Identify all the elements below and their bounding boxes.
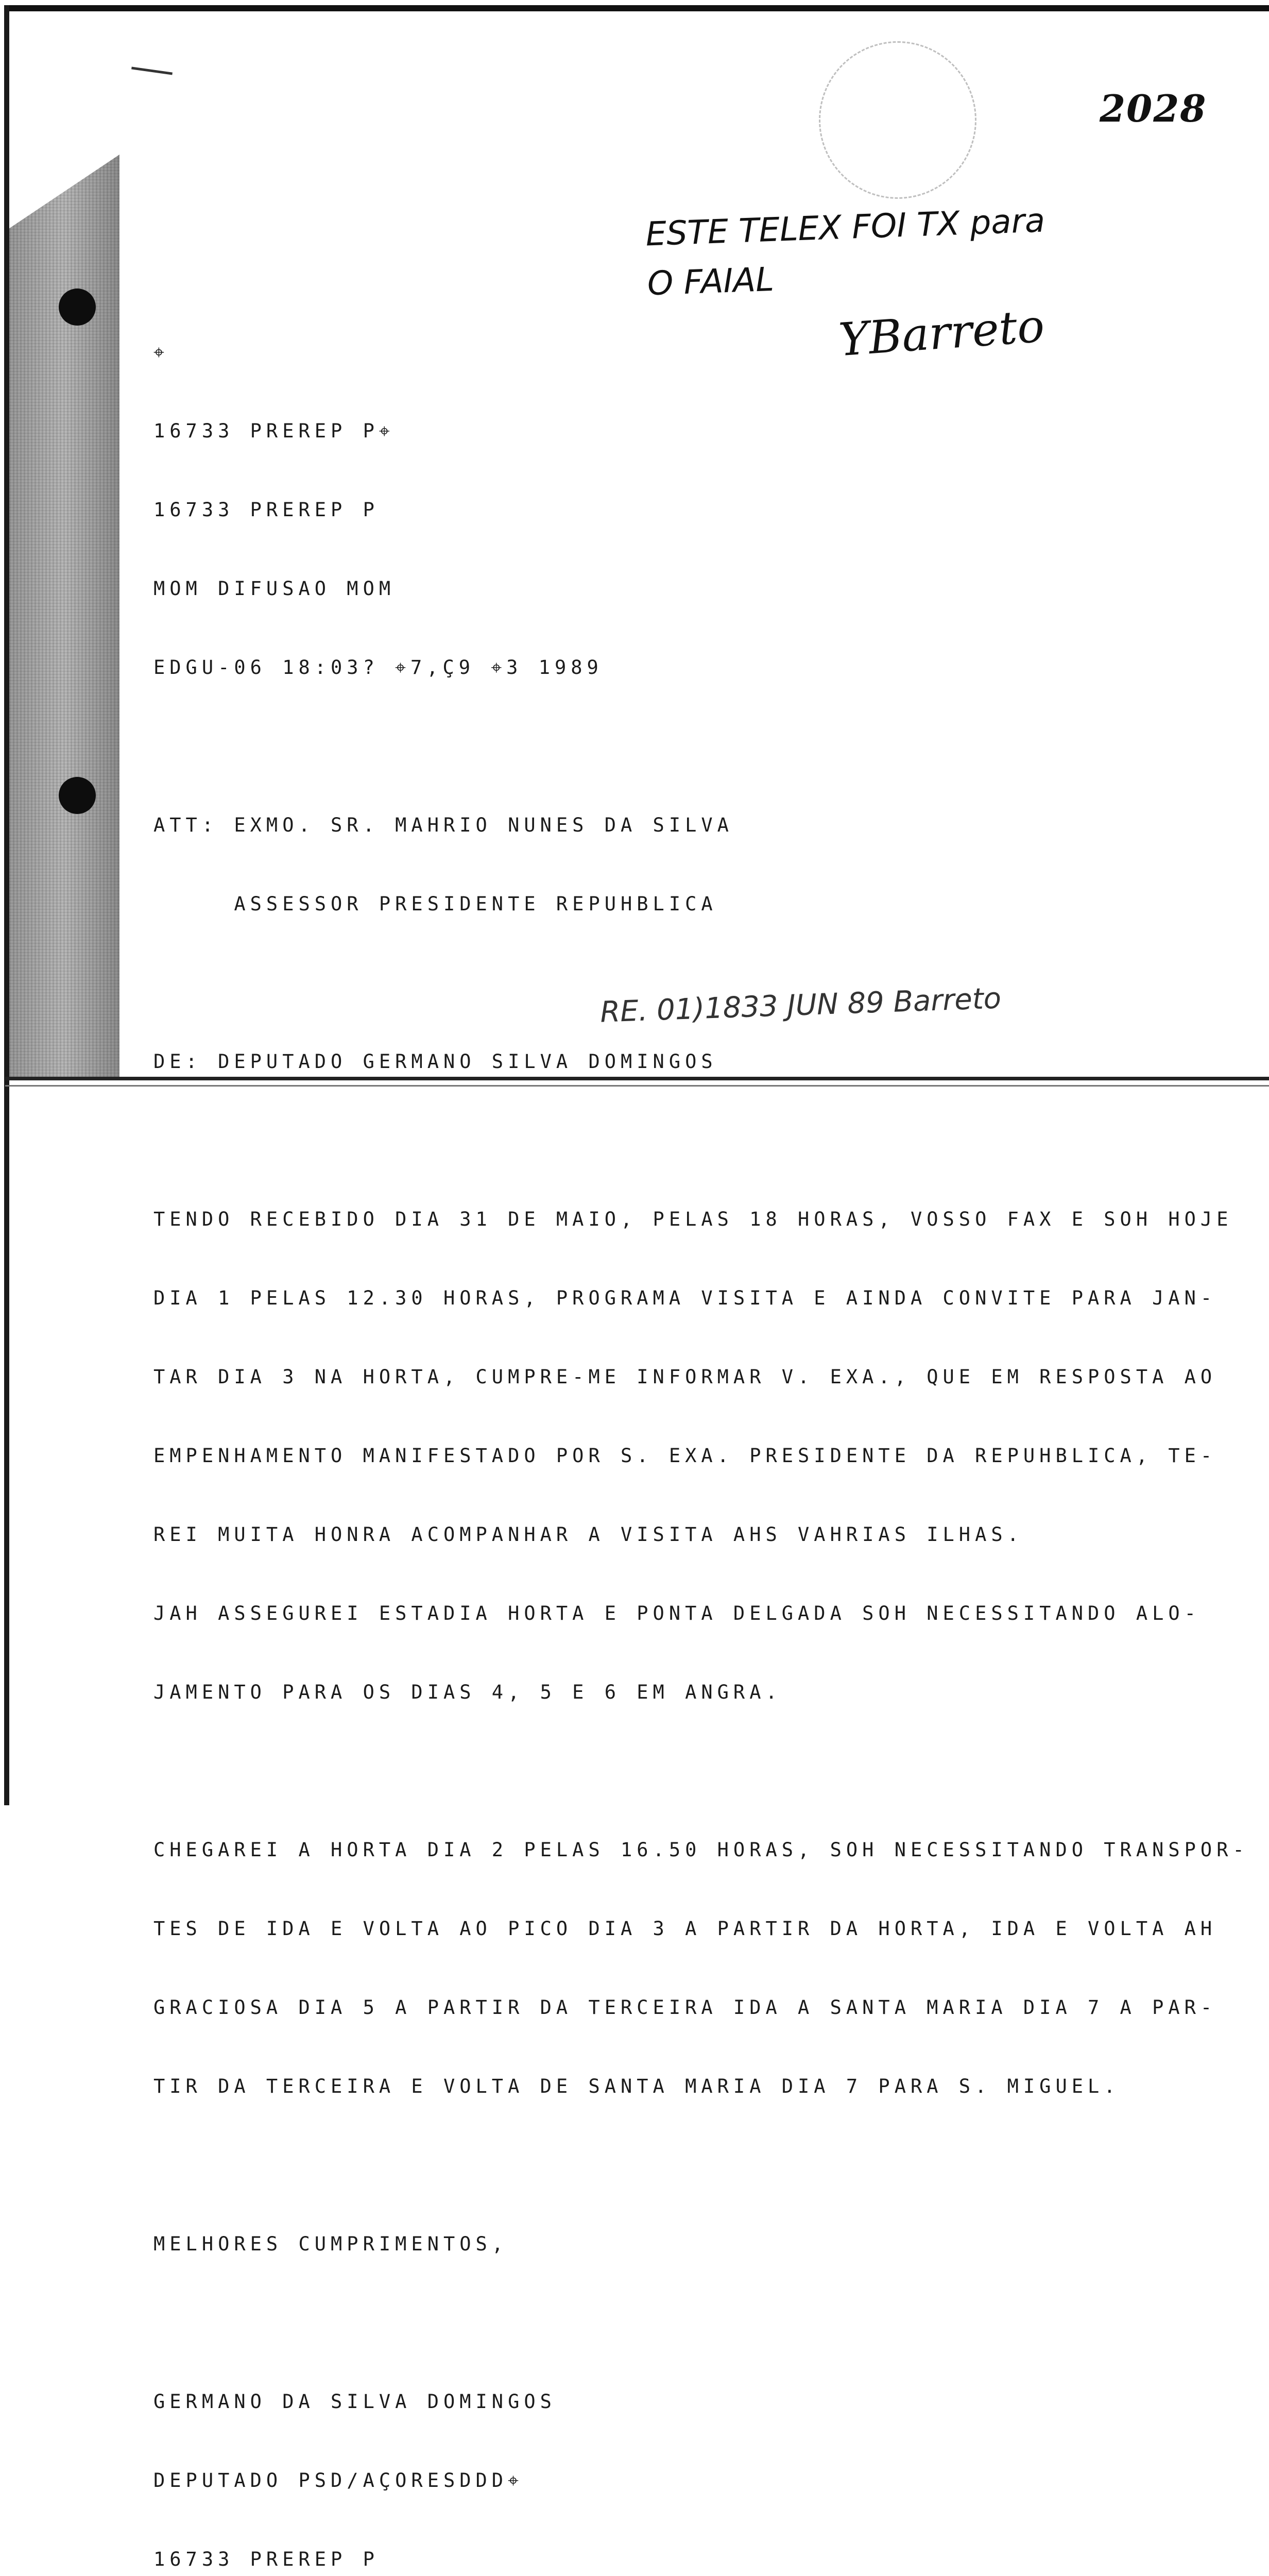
paragraph-line: CHEGAREI A HORTA DIA 2 PELAS 16.50 HORAS, SOH NECESSITANDO TRANSPOR-: [153, 1839, 1249, 1861]
spacer: [153, 2310, 1209, 2336]
paragraph-line: EMPENHAMENTO MANIFESTADO POR S. EXA. PRESIDENTE DA REPUHBLICA, TE-: [153, 1445, 1217, 1467]
telex-header-line: MOM DIFUSAO MOM: [153, 578, 396, 600]
fold-mark: [131, 66, 173, 75]
paragraph-line: REI MUITA HONRA ACOMPANHAR A VISITA AHS VAHRIAS ILHAS.: [153, 1523, 1023, 1546]
sign-off-line: 16733 PREREP P: [153, 2548, 379, 2570]
handwritten-note-line: ESTE TELEX FOI TX para: [645, 201, 1046, 254]
paragraph-line: DIA 1 PELAS 12.30 HORAS, PROGRAMA VISITA E AINDA CONVITE PARA JAN-: [153, 1287, 1217, 1309]
attention-line: ATT: EXMO. SR. MAHRIO NUNES DA SILVA: [153, 814, 733, 836]
closing-line: MELHORES CUMPRIMENTOS,: [153, 2233, 508, 2255]
punch-hole-icon: [59, 777, 96, 814]
paragraph-line: JAH ASSEGUREI ESTADIA HORTA E PONTA DELGADA SOH NECESSITANDO ALO-: [153, 1602, 1201, 1624]
telex-header-line: 16733 PREREP P: [153, 499, 379, 521]
telex-body: [153, 286, 1249, 2576]
paragraph-line: GRACIOSA DIA 5 A PARTIR DA TERCEIRA IDA A SANTA MARIA DIA 7 A PAR-: [153, 1996, 1217, 2019]
spacer: [153, 733, 1209, 759]
document-number: 2028: [1100, 87, 1207, 130]
spacer: [153, 1127, 1209, 1154]
paragraph-line: TES DE IDA E VOLTA AO PICO DIA 3 A PARTIR DA HORTA, IDA E VOLTA AH: [153, 1918, 1217, 1940]
from-line: DE: DEPUTADO GERMANO SILVA DOMINGOS: [153, 1050, 717, 1073]
scan-frame-top: [5, 5, 1269, 11]
spacer: [153, 2152, 1209, 2178]
spacer: [153, 1758, 1209, 1784]
telex-header-line: 16733 PREREP P⌖: [153, 420, 395, 442]
scan-frame-bottom: [5, 1077, 1269, 1080]
sign-off-line: GERMANO DA SILVA DOMINGOS: [153, 2391, 556, 2413]
paragraph-line: JAMENTO PARA OS DIAS 4, 5 E 6 EM ANGRA.: [153, 1681, 782, 1703]
faint-stamp: [819, 41, 976, 199]
telex-header-line: ⌖: [153, 341, 169, 363]
attention-line: ASSESSOR PRESIDENTE REPUHBLICA: [153, 893, 717, 915]
handwritten-note-line: O FAIAL: [646, 260, 775, 303]
paragraph-line: TENDO RECEBIDO DIA 31 DE MAIO, PELAS 18 HORAS, VOSSO FAX E SOH HOJE: [153, 1208, 1233, 1230]
sign-off-line: DEPUTADO PSD/AÇORESDDD⌖: [153, 2469, 523, 2492]
paragraph-line: TIR DA TERCEIRA E VOLTA DE SANTA MARIA DIA 7 PARA S. MIGUEL.: [153, 2075, 1120, 2097]
paragraph-line: TAR DIA 3 NA HORTA, CUMPRE-ME INFORMAR V. EXA., QUE EM RESPOSTA AO: [153, 1366, 1217, 1388]
punch-hole-icon: [59, 289, 96, 326]
receipt-signature: Barreto: [893, 981, 1002, 1019]
telex-header-line: EDGU-06 18:03? ⌖7,Ç9 ⌖3 1989: [153, 656, 603, 679]
receipt-note: RE. 01)1833 JUN 89: [599, 986, 885, 1029]
scan-frame-left: [4, 5, 9, 1805]
signature: YBarreto: [837, 299, 1047, 367]
scan-frame-bottom-line: [5, 1085, 1269, 1087]
